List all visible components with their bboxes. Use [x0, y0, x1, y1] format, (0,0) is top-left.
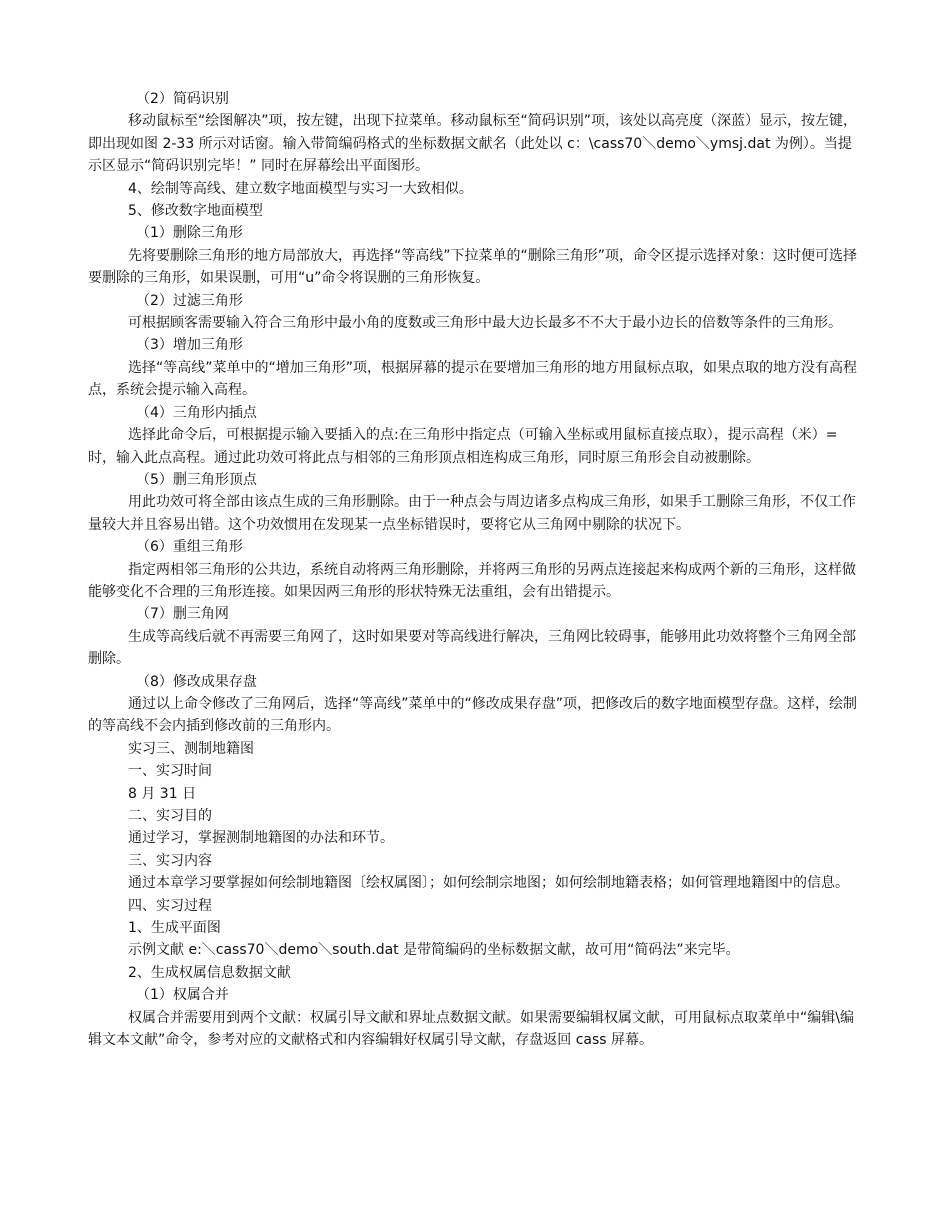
paragraph-13: （5）删三角形顶点 [136, 471, 257, 488]
paragraph-3: 4、绘制等高线、建立数字地面模型与实习一大致相似。 [128, 180, 473, 197]
paragraph-11: （4）三角形内插点 [136, 404, 257, 421]
paragraph-25: 通过学习，掌握测制地籍图的办法和环节。 [128, 830, 394, 847]
paragraph-22: 一、实习时间 [128, 763, 212, 780]
paragraph-7: （2）过滤三角形 [136, 292, 243, 309]
paragraph-12: 选择此命令后，可根据提示输入要插入的点:在三角形中指定点（可输入坐标或用鼠标直接点取），提示高程（米）=时，输入此点高程。通过此功效可将此点与相邻的三角形顶点相连构成三角形，同时原三角形会自动被删除。 [88, 427, 838, 466]
paragraph-17: （7）删三角网 [136, 606, 229, 623]
paragraph-9: （3）增加三角形 [136, 337, 243, 354]
paragraph-27: 通过本章学习要掌握如何绘制地籍图〔绘权属图〕；如何绘制宗地图；如何绘制地籍表格；如何管理地籍图中的信息。 [128, 875, 849, 892]
paragraph-19: （8）修改成果存盘 [136, 673, 257, 690]
paragraph-33: 权属合并需要用到两个文献：权属引导文献和界址点数据文献。如果需要编辑权属文献，可用鼠标点取菜单中“编辑\编辑文本文献”命令，参考对应的文献格式和内容编辑好权属引导文献，存盘返回 cass 屏幕。 [88, 1009, 854, 1049]
paragraph-30: 示例文献 e:＼cass70＼demo＼south.dat 是带简编码的坐标数据文献，故可用“简码法”来完毕。 [128, 942, 740, 959]
paragraph-29: 1、生成平面图 [128, 920, 221, 937]
paragraph-4: 5、修改数字地面模型 [128, 203, 263, 220]
paragraph-14: 用此功效可将全部由该点生成的三角形删除。由于一种点会与周边诸多点构成三角形，如果手工删除三角形，不仅工作量较大并且容易出错。这个功效惯用在发现某一点坐标错误时，要将它从三角网中剔除的状况下。 [88, 494, 856, 533]
paragraph-10: 选择“等高线”菜单中的“增加三角形”项，根据屏幕的提示在要增加三角形的地方用鼠标点取，如果点取的地方没有高程点，系统会提示输入高程。 [88, 359, 858, 399]
paragraph-23: 8 月 31 日 [128, 785, 197, 802]
paragraph-1: （2）简码识别 [136, 91, 229, 107]
paragraph-5: （1）删除三角形 [136, 225, 243, 242]
paragraph-15: （6）重组三角形 [136, 539, 243, 556]
paragraph-24: 二、实习目的 [128, 808, 212, 824]
paragraph-21: 实习三、测制地籍图 [128, 740, 254, 757]
paragraph-8: 可根据顾客需要输入符合三角形中最小角的度数或三角形中最大边长最多不不大于最小边长的倍数等条件的三角形。 [128, 315, 842, 332]
paragraph-32: （1）权属合并 [136, 987, 229, 1004]
paragraph-2: 移动鼠标至“绘图解决”项，按左键，出现下拉菜单。移动鼠标至“简码识别”项，该处以高亮度（深蓝）显示，按左键，即出现如图 2-33 所示对话窗。输入带简编码格式的坐标数据文献名（此处以 c：\cass70＼demo＼ymsj.dat 为例）。当提示区显示“简码识别完毕！” 同时在屏幕绘出平面图形。 [88, 113, 858, 175]
paragraph-20: 通过以上命令修改了三角网后，选择“等高线”菜单中的“修改成果存盘”项，把修改后的数字地面模型存盘。这样，绘制的等高线不会内插到修改前的三角形内。 [88, 695, 858, 735]
paragraph-26: 三、实习内容 [128, 852, 212, 869]
paragraph-18: 生成等高线后就不再需要三角网了，这时如果要对等高线进行解决，三角网比较碍事，能够用此功效将整个三角网全部删除。 [88, 628, 856, 668]
document-body [88, 88, 862, 1051]
paragraph-6: 先将要删除三角形的地方局部放大，再选择“等高线”下拉菜单的“删除三角形”项，命令区提示选择对象：这时便可选择要删除的三角形，如果误删，可用“u”命令将误删的三角形恢复。 [88, 247, 858, 287]
paragraph-31: 2、生成权属信息数据文献 [128, 964, 291, 981]
paragraph-28: 四、实习过程 [128, 897, 212, 914]
paragraph-16: 指定两相邻三角形的公共边，系统自动将两三角形删除，并将两三角形的另两点连接起来构成两个新的三角形，这样做能够变化不合理的三角形连接。如果因两三角形的形状特殊无法重组，会有出错提示。 [88, 561, 856, 600]
